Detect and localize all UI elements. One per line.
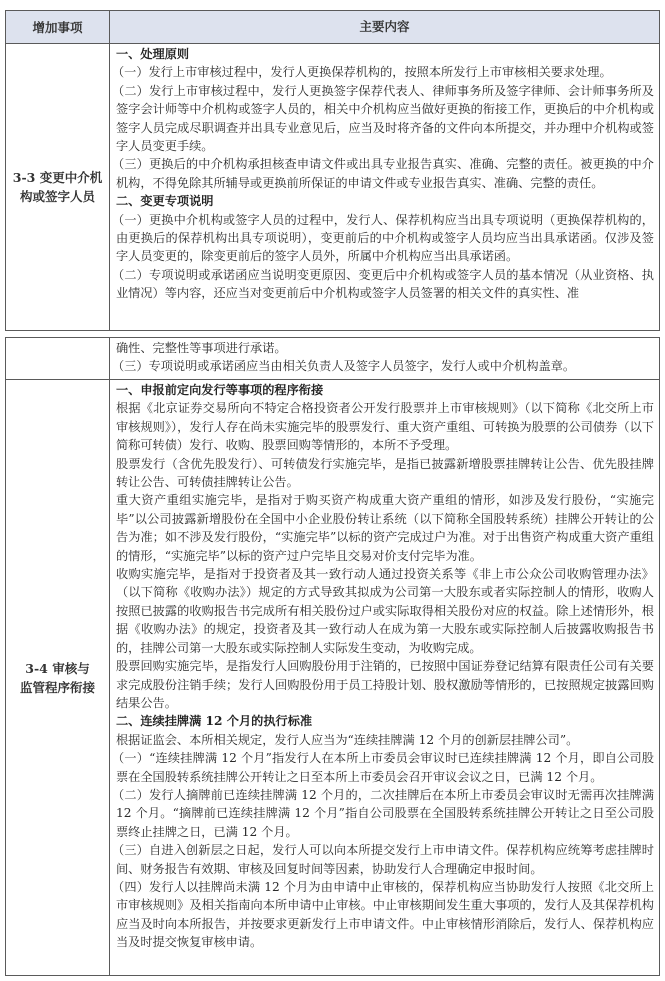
row-content <box>110 380 659 975</box>
row-item-label-empty <box>6 338 110 379</box>
paragraph: 股票发行（含优先股发行）、可转债发行实施完毕，是指已披露新增股票挂牌转让公告、优先股挂牌转让公告、可转债挂牌转让公告。 <box>116 456 654 490</box>
row-item-label: 3-3 变更中介机构或签字人员 <box>6 44 110 330</box>
paragraph: （二）发行人摘牌前已连续挂牌满 12 个月的，二次挂牌后在本所上市委员会审议时无需再次挂牌满 12 个月。“摘牌前已连续挂牌满 12 个月”指自公司股票在全国股转系统挂牌公开转让之日至公司股票终止挂牌之日，已满 12 个月。 <box>112 787 654 839</box>
header-col-content: 主要内容 <box>359 18 410 34</box>
paragraph: 根据《北京证券交易所向不特定合格投资者公开发行股票并上市审核规则》（以下简称《北交所上市审核规则》），发行人存在尚未实施完毕的股票发行、重大资产重组、可转换为股票的公司债券（以下简称可转债）发行、收购、股票回购等情形的，本所不予受理。 <box>116 401 654 453</box>
paragraph: （三）自进入创新层之日起，发行人可以向本所提交发行上市申请文件。保荐机构应统筹考虑挂牌时间、财务报告有效期、审核及回复时间等因素，协助发行人合理确定申报时间。 <box>112 843 654 876</box>
section-heading: 一、处理原则 <box>116 47 190 61</box>
paragraph: 收购实施完毕，是指对于投资者及其一致行动人通过投资关系等《非上市公众公司收购管理办法》（以下简称《收购办法》）规定的方式导致其拟成为公司第一大股东或者实际控制人的情形，收购人按照已披露的收购报告书完成所有相关股份过户或实际取得相关股份对应的权益。除上述情形外，根据《收购办法》的规定，投资者及其一致行动人在成为第一大股东或实际控制人后披露收购报告书的，挂牌公司第一大股东或实际控制人实际发生变动，为收购完成。 <box>116 567 654 655</box>
table-fragment-1 <box>5 10 660 331</box>
table-row-3-4 <box>6 379 659 975</box>
paragraph: 重大资产重组实施完毕，是指对于购买资产构成重大资产重组的情形，如涉及发行股份，“实施完毕”以公司披露新增股份在全国中小企业股份转让系统（以下简称全国股转系统）挂牌公开转让的公告为准；如不涉及发行股份，“实施完毕”以标的资产完成过户为准。对于出售资产构成重大资产重组的情形，“实施完毕”以标的资产过户完毕且交易对价支付完毕为准。 <box>116 493 654 563</box>
paragraph: 确性、完整性等事项进行承诺。 <box>116 341 287 355</box>
header-col-item: 增加事项 <box>6 11 110 43</box>
paragraph: （一）“连续挂牌满 12 个月”指发行人在本所上市委员会审议时已连续挂牌满 12 个月，即自公司股票在全国股转系统挂牌公开转让之日至本所上市委员会召开审议会议之日，已满 12 个月。 <box>112 751 654 784</box>
table-header-row <box>6 11 659 43</box>
paragraph: （二）专项说明或承诺函应当说明变更原因、变更后中介机构或签字人员的基本情况（从业资格、执业情况）等内容，还应当对变更前后中介机构或签字人员签署的相关文件的真实性、准 <box>112 267 654 301</box>
paragraph: （三）专项说明或承诺函应当由相关负责人及签字人员签字，发行人或中介机构盖章。 <box>112 359 576 374</box>
table-fragment-2 <box>5 337 660 976</box>
paragraph: （三）更换后的中介机构承担核查申请文件或出具专业报告真实、准确、完整的责任。被更换的中介机构，不得免除其所辅导或更换前所保证的申请文件或专业报告真实、准确、完整的责任。 <box>112 157 654 190</box>
paragraph: 根据证监会、本所相关规定，发行人应当为“连续挂牌满 12 个月的创新层挂牌公司”。 <box>116 732 579 747</box>
paragraph: （四）发行人以挂牌尚未满 12 个月为由申请中止审核的，保荐机构应当协助发行人按照《北交所上市审核规则》及相关指南向本所申请中止审核。中止审核期间发生重大事项的，发行人及其保荐机构应当及时向本所报告，并按要求更新发行上市申请文件。中止审核情形消除后，发行人、保荐机构应当及时提交恢复审核申请。 <box>112 879 654 950</box>
section-heading: 一、申报前定向发行等事项的程序衔接 <box>116 383 324 397</box>
paragraph: 股票回购实施完毕，是指发行人回购股份用于注销的，已按照中国证券登记结算有限责任公司有关要求完成股份注销手续；发行人回购股份用于员工持股计划、股权激励等情形的，已按照规定披露回购结果公告。 <box>116 659 654 710</box>
row-item-label: 3-4 审核与监管程序衔接 <box>6 380 110 975</box>
section-heading: 二、变更专项说明 <box>116 194 214 209</box>
paragraph: （一）更换中介机构或签字人员的过程中，发行人、保荐机构应当出具专项说明（更换保荐机构的，由更换后的保荐机构出具专项说明），变更前后的中介机构或签字人员均应当出具承诺函。仅涉及签字人员变更的，除变更前后的签字人员外，所属中介机构应当出具承诺函。 <box>112 212 654 264</box>
row-content <box>110 338 659 379</box>
row-content <box>110 44 659 330</box>
paragraph: （二）发行上市审核过程中，发行人更换签字保荐代表人、律师事务所及签字律师、会计师事务所及签字会计师等中介机构或签字人员的，相关中介机构应当做好更换的衔接工作，更换后的中介机构或签字人员完成尽职调查并出具专业意见后，应当及时将齐备的文件向本所提交，并办理中介机构或签字人员变更手续。 <box>112 83 654 154</box>
paragraph: （一）发行上市审核过程中，发行人更换保荐机构的，按照本所发行上市审核相关要求处理。 <box>112 65 612 80</box>
table-row-3-3 <box>6 43 659 330</box>
table-row-3-3-continued <box>6 338 659 379</box>
section-heading: 二、连续挂牌满 12 个月的执行标准 <box>116 714 313 729</box>
